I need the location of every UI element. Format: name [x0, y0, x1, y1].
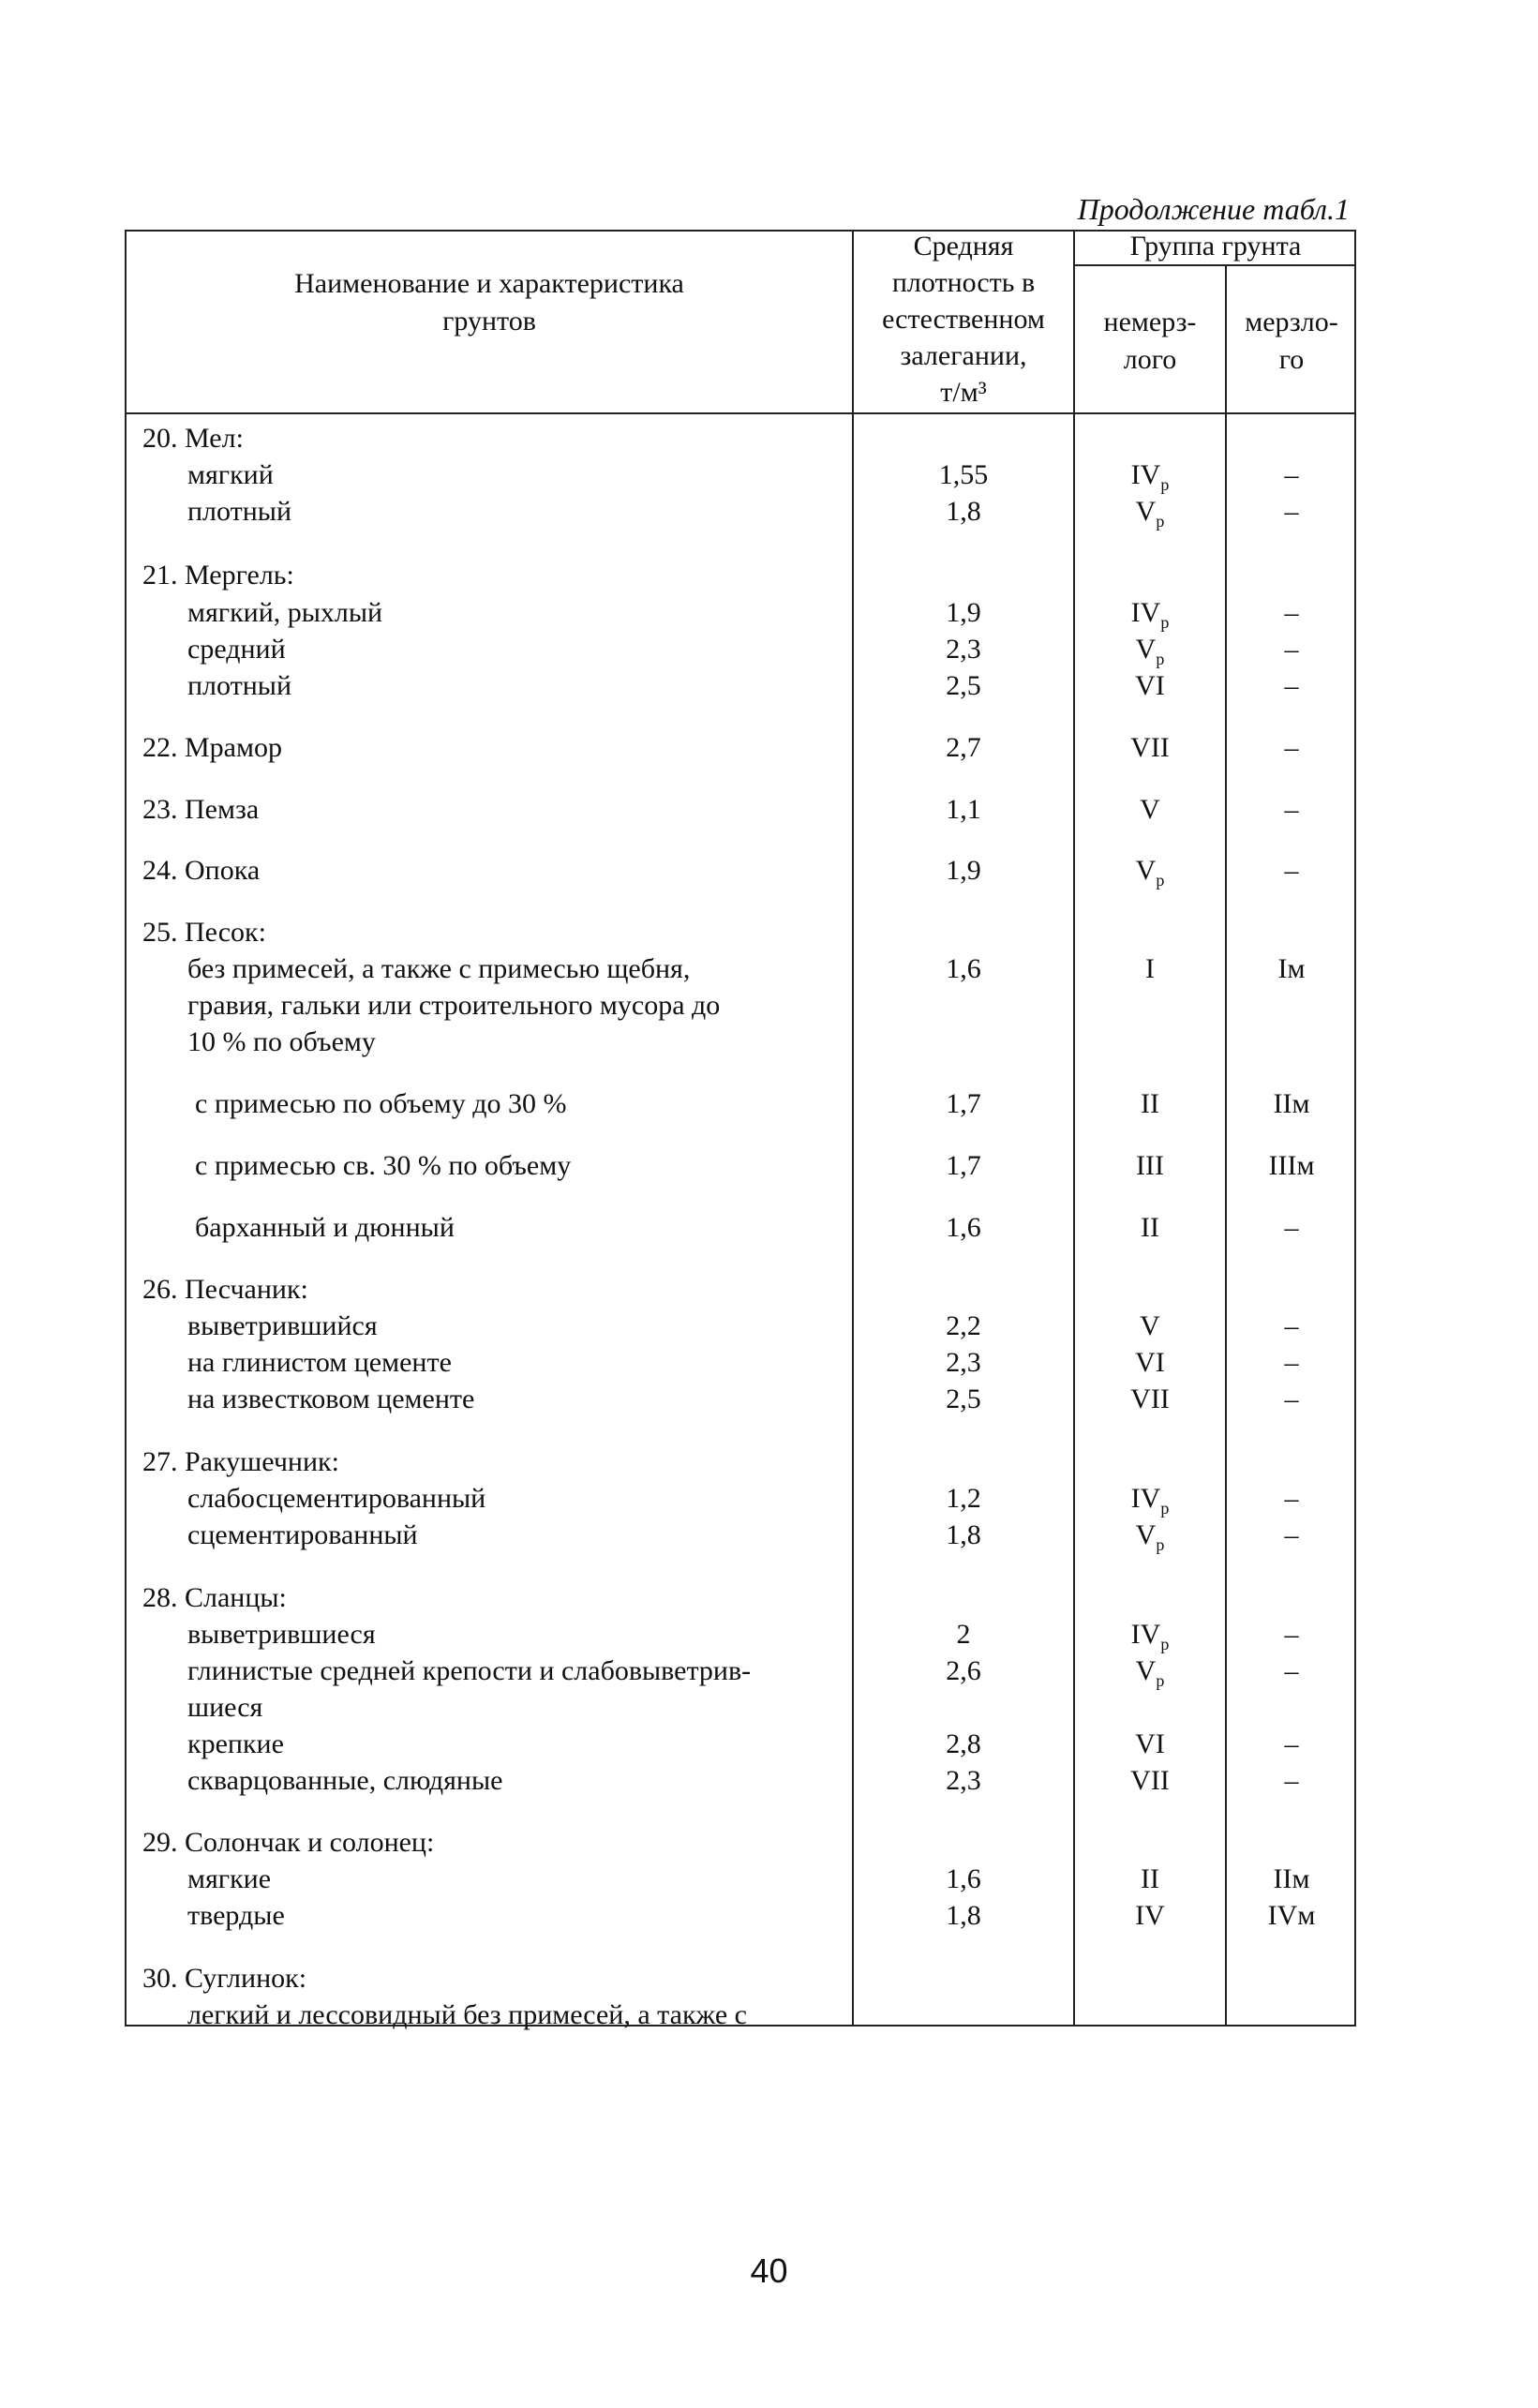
unfrozen-group-subscript: р — [1156, 650, 1165, 668]
header-unfrozen — [1075, 304, 1225, 379]
header-density-line: плотность в — [891, 267, 1036, 298]
soil-name: выветрившийся — [187, 1310, 378, 1341]
soil-name: мягкий — [187, 459, 274, 490]
soil-name: легкий и лессовидный без примесей, а также с — [187, 1999, 747, 2030]
header-name — [127, 265, 852, 340]
density-value: 2,5 — [946, 1383, 981, 1414]
density-value: 1,2 — [946, 1483, 981, 1514]
unfrozen-group-value: II — [1141, 1212, 1159, 1243]
soil-name: крепкие — [187, 1728, 284, 1759]
soil-name: выветрившиеся — [187, 1619, 376, 1650]
soil-name: плотный — [187, 670, 292, 701]
density-value: 1,9 — [946, 597, 981, 628]
frozen-group-value: – — [1284, 732, 1299, 763]
density-value: 1,1 — [946, 794, 981, 825]
frozen-group-value: IIм — [1273, 1088, 1310, 1119]
unfrozen-group-value: II — [1141, 1088, 1159, 1119]
header-bottom-line — [125, 412, 1356, 414]
density-value: 1,6 — [946, 953, 981, 984]
unfrozen-group-subscript: р — [1160, 1635, 1170, 1653]
frozen-group-value: – — [1284, 1383, 1299, 1414]
unfrozen-group — [1076, 1726, 1224, 1763]
frozen-group-value: – — [1284, 1519, 1299, 1550]
frozen-group-value: – — [1284, 1212, 1299, 1243]
soil-name: на известковом цементе — [187, 1383, 475, 1414]
unfrozen-group — [1076, 1308, 1224, 1345]
soil-name: 25. Песок: — [142, 917, 266, 948]
header-name-line: Наименование и характеристика — [294, 268, 684, 299]
unfrozen-group-value: IV — [1130, 1619, 1161, 1650]
unfrozen-group-subscript: р — [1156, 512, 1165, 531]
unfrozen-group-value: VI — [1135, 1728, 1165, 1759]
header-frozen-line: го — [1278, 344, 1305, 375]
density-value: 2 — [956, 1619, 971, 1650]
unfrozen-group-value: I — [1145, 953, 1155, 984]
frozen-group-value: – — [1284, 1347, 1299, 1378]
density-value: 2,3 — [946, 1765, 981, 1796]
header-frozen-line: мерзло- — [1245, 307, 1338, 337]
unfrozen-group-value: IV — [1130, 459, 1161, 490]
header-frozen — [1227, 304, 1356, 379]
frozen-group-value: Iм — [1277, 953, 1306, 984]
unfrozen-group-value: VII — [1130, 732, 1170, 763]
unfrozen-group-value: V — [1135, 496, 1157, 527]
unfrozen-group-value: V — [1135, 855, 1157, 886]
frozen-group-value: – — [1284, 1619, 1299, 1650]
column-divider-density-group — [1073, 230, 1075, 2027]
density-value: 1,6 — [946, 1212, 981, 1243]
header-density-line: залегании, — [900, 340, 1027, 371]
soil-name: слабосцементированный — [187, 1483, 486, 1514]
soil-name: 26. Песчаник: — [142, 1274, 308, 1305]
soil-name: средний — [187, 634, 286, 665]
soil-name: мягкий, рыхлый — [187, 597, 383, 628]
density-value: 2,7 — [946, 732, 981, 763]
header-unfrozen-line: немерз- — [1103, 307, 1197, 337]
soil-name: барханный и дюнный — [195, 1212, 455, 1243]
unfrozen-group — [1076, 1517, 1224, 1563]
soil-name: 21. Мергель: — [142, 560, 294, 591]
unfrozen-group-subscript: р — [1160, 475, 1170, 494]
soil-name: шиеся — [187, 1692, 263, 1723]
unfrozen-group-value: VI — [1135, 1347, 1165, 1378]
frozen-group-value: – — [1284, 855, 1299, 886]
density-value: 1,9 — [946, 855, 981, 886]
header-density-line: естественном — [882, 304, 1045, 335]
unfrozen-group-value: IV — [1130, 1483, 1161, 1514]
unfrozen-group-value: V — [1135, 634, 1157, 665]
unfrozen-group — [1076, 1085, 1224, 1123]
frozen-group-value: – — [1284, 1765, 1299, 1796]
frozen-group-value: – — [1284, 597, 1299, 628]
soil-name: скварцованные, слюдяные — [187, 1765, 503, 1796]
frozen-group-value: – — [1284, 1655, 1299, 1686]
density-value: 2,2 — [946, 1310, 981, 1341]
unfrozen-group-value: V — [1135, 1655, 1157, 1686]
unfrozen-group — [1076, 1861, 1224, 1898]
frozen-group-value: IIIм — [1268, 1150, 1315, 1181]
unfrozen-group — [1076, 729, 1224, 767]
soil-name: на глинистом цементе — [187, 1347, 452, 1378]
soil-name: без примесей, а также с примесью щебня, — [187, 953, 691, 984]
density-value: 2,6 — [946, 1655, 981, 1686]
unfrozen-group — [1076, 1653, 1224, 1699]
soil-name: 24. Опока — [142, 855, 261, 886]
unfrozen-group-value: III — [1136, 1150, 1164, 1181]
density-value: 2,3 — [946, 1347, 981, 1378]
density-value: 1,7 — [946, 1088, 981, 1119]
unfrozen-group-subscript: р — [1160, 613, 1170, 632]
unfrozen-group — [1076, 1381, 1224, 1418]
density-value: 1,6 — [946, 1863, 981, 1894]
frozen-group-value: – — [1284, 670, 1299, 701]
density-value: 1,7 — [946, 1150, 981, 1181]
density-value: 1,8 — [946, 1900, 981, 1931]
unfrozen-group — [1076, 1897, 1224, 1935]
header-density — [854, 228, 1073, 411]
unfrozen-group — [1076, 1209, 1224, 1247]
frozen-group-value: – — [1284, 1310, 1299, 1341]
soil-name: 22. Мрамор — [142, 732, 282, 763]
unfrozen-group-value: VII — [1130, 1765, 1170, 1796]
density-value: 1,8 — [946, 1519, 981, 1550]
header-name-line: грунтов — [442, 306, 536, 337]
unfrozen-group — [1076, 1762, 1224, 1800]
soil-name: 10 % по объему — [187, 1026, 376, 1057]
page-number: 40 — [750, 2251, 788, 2290]
frozen-group-value: – — [1284, 459, 1299, 490]
unfrozen-group — [1076, 791, 1224, 829]
soil-name: с примесью св. 30 % по объему — [195, 1150, 572, 1181]
frozen-group-value: – — [1284, 1483, 1299, 1514]
soil-name: сцементированный — [187, 1519, 418, 1550]
unfrozen-group-subscript: р — [1160, 1499, 1170, 1518]
soil-name: 20. Мел: — [142, 423, 244, 454]
unfrozen-group-value: IV — [1130, 597, 1161, 628]
soil-name: 27. Ракушечник: — [142, 1446, 339, 1477]
soil-name: глинистые средней крепости и слабовыветрив- — [187, 1655, 752, 1686]
unfrozen-group-value: VII — [1130, 1383, 1170, 1414]
unfrozen-group-value: VI — [1135, 670, 1165, 701]
soil-name: 28. Сланцы: — [142, 1582, 287, 1613]
unfrozen-group — [1076, 493, 1224, 540]
soil-name: плотный — [187, 496, 292, 527]
soil-name: 30. Суглинок: — [142, 1963, 307, 1994]
density-value: 1,8 — [946, 496, 981, 527]
column-divider-name-density — [852, 230, 854, 2027]
unfrozen-group — [1076, 667, 1224, 705]
soil-name: гравия, гальки или строительного мусора до — [187, 990, 721, 1021]
unfrozen-group-subscript: р — [1156, 1671, 1165, 1690]
soil-name: 23. Пемза — [142, 794, 260, 825]
frozen-group-value: – — [1284, 794, 1299, 825]
column-divider-unfrozen-frozen — [1225, 264, 1227, 2027]
unfrozen-group-value: IV — [1135, 1900, 1165, 1931]
unfrozen-group — [1076, 852, 1224, 899]
unfrozen-group — [1076, 950, 1224, 988]
header-density-line: Средняя — [913, 231, 1014, 262]
unfrozen-group-value: II — [1141, 1863, 1159, 1894]
density-value: 2,5 — [946, 670, 981, 701]
frozen-group-value: – — [1284, 634, 1299, 665]
frozen-group-value: IIм — [1273, 1863, 1310, 1894]
frozen-group-value: – — [1284, 496, 1299, 527]
header-unfrozen-line: лого — [1123, 344, 1177, 375]
density-value: 2,8 — [946, 1728, 981, 1759]
header-density-line: т/м³ — [940, 377, 987, 408]
soil-name: с примесью по объему до 30 % — [195, 1088, 567, 1119]
unfrozen-group — [1076, 1344, 1224, 1382]
table-continuation-caption: Продолжение табл.1 — [1077, 192, 1350, 226]
soil-name: мягкие — [187, 1863, 272, 1894]
density-value: 1,55 — [938, 459, 989, 490]
soil-name: твердые — [187, 1900, 285, 1931]
frozen-group-value: – — [1284, 1728, 1299, 1759]
unfrozen-group-value: V — [1140, 1310, 1160, 1341]
density-value: 2,3 — [946, 634, 981, 665]
unfrozen-group-value: V — [1140, 794, 1160, 825]
unfrozen-group-value: V — [1135, 1519, 1157, 1550]
soil-name: 29. Солончак и солонец: — [142, 1827, 435, 1858]
header-group: Группа грунта — [1129, 231, 1302, 262]
unfrozen-group-subscript: р — [1156, 1535, 1165, 1554]
frozen-group-value: IVм — [1267, 1900, 1316, 1931]
unfrozen-group — [1076, 1147, 1224, 1185]
unfrozen-group-subscript: р — [1156, 871, 1165, 890]
